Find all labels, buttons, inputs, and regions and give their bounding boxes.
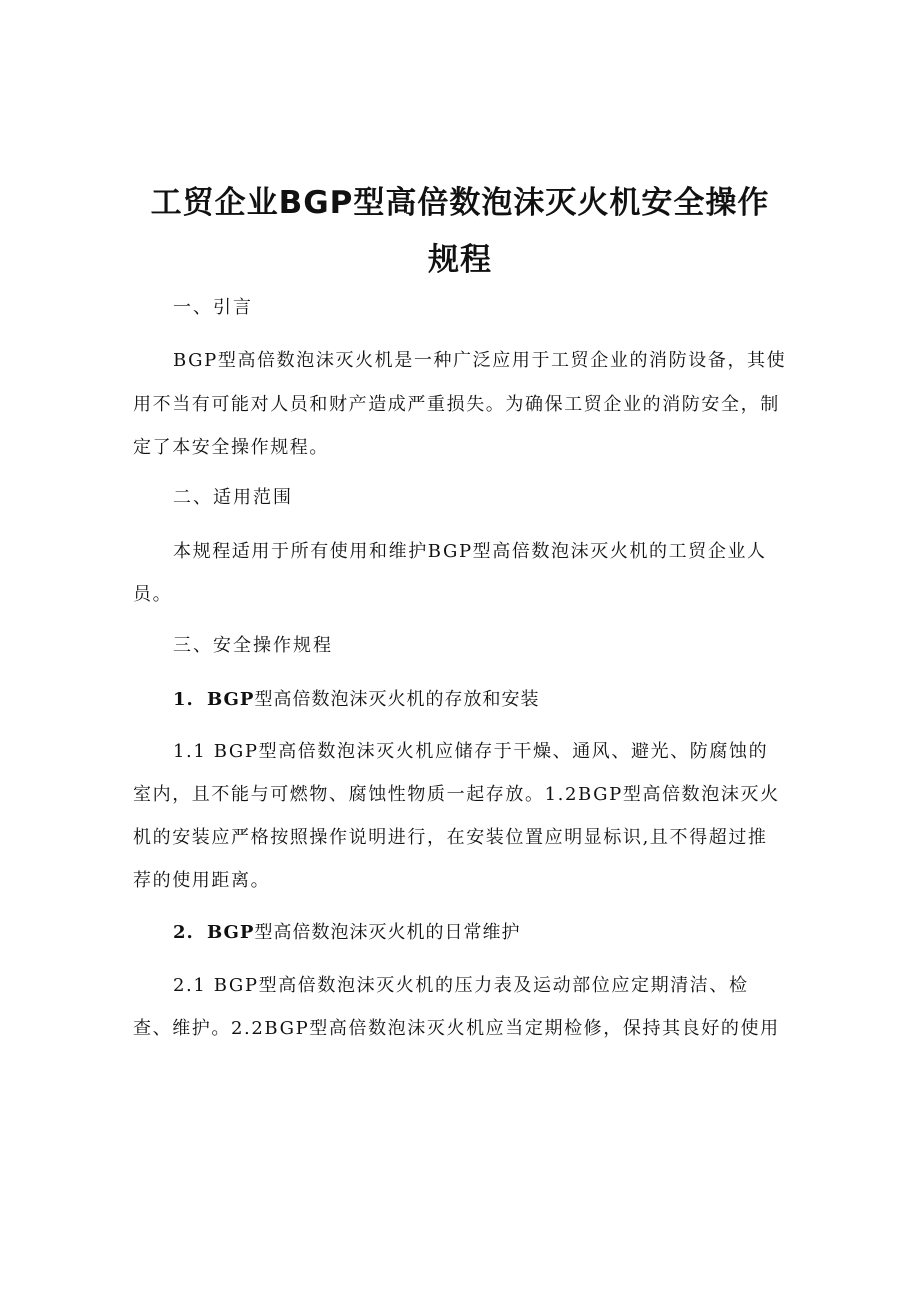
subheading-number: 1.: [173, 689, 194, 710]
subheading-text: 型高倍数泡沫灭火机的日常维护: [254, 922, 521, 943]
subheading-number: 2.: [173, 922, 194, 943]
paragraph-line: 1.1 BGP型高倍数泡沫灭火机应储存于干燥、通风、避光、防腐蚀的: [173, 741, 769, 762]
document-title-line-2: 规程: [428, 242, 492, 278]
paragraph-line: 员。: [133, 584, 173, 605]
paragraph-line: BGP型高倍数泡沫灭火机是一种广泛应用于工贸企业的消防设备，其使: [173, 350, 787, 371]
paragraph-line: 室内，且不能与可燃物、腐蚀性物质一起存放。1.2BGP型高倍数泡沫灭火: [133, 784, 780, 805]
paragraph-line: 机的安装应严格按照操作说明进行，在安装位置应明显标识,且不得超过推: [133, 827, 768, 848]
paragraph-line: 2.1 BGP型高倍数泡沫灭火机的压力表及运动部位应定期清洁、检: [173, 975, 749, 996]
section-heading-intro: 一、引言: [173, 297, 253, 318]
paragraph-line: 用不当有可能对人员和财产造成严重损失。为确保工贸企业的消防安全，制: [133, 394, 780, 415]
paragraph-line: 定了本安全操作规程。: [133, 437, 329, 458]
paragraph-line: 荐的使用距离。: [133, 870, 271, 891]
section-heading-scope: 二、适用范围: [173, 487, 293, 508]
paragraph-line: 查、维护。2.2BGP型高倍数泡沫灭火机应当定期检修，保持其良好的使用: [133, 1018, 780, 1039]
subheading-daily-maintenance: [173, 920, 520, 946]
paragraph-line: 本规程适用于所有使用和维护BGP型高倍数泡沫灭火机的工贸企业人: [173, 541, 767, 562]
subheading-bgp: BGP: [207, 922, 255, 943]
document-title-line-1: 工贸企业BGP型高倍数泡沫灭火机安全操作: [150, 185, 770, 221]
subheading-storage-install: [173, 687, 539, 713]
subheading-text: 型高倍数泡沫灭火机的存放和安装: [254, 689, 540, 710]
subheading-bgp: BGP: [207, 689, 255, 710]
section-heading-rules: 三、安全操作规程: [173, 635, 333, 656]
